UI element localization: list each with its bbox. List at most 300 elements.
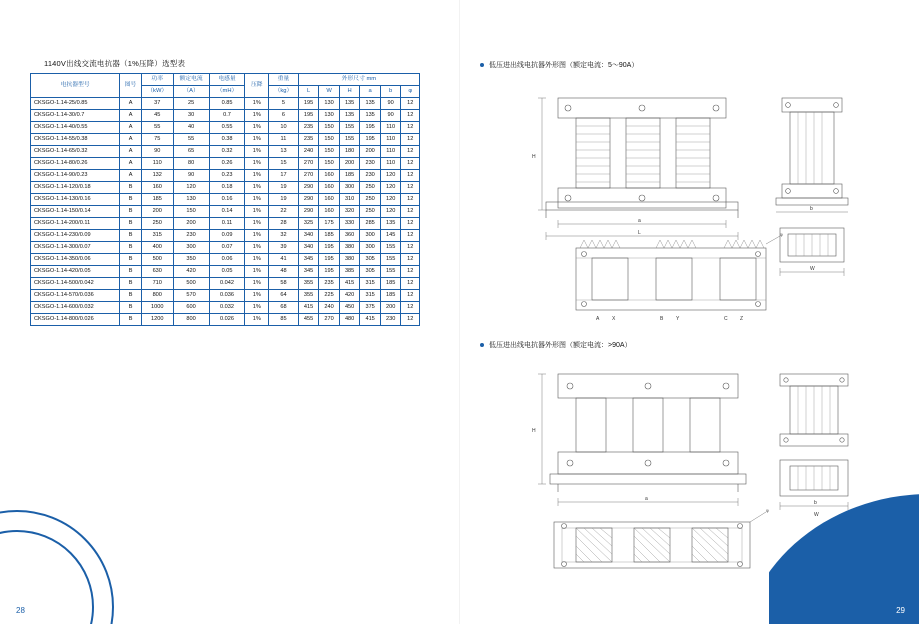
page-spine	[459, 0, 460, 624]
terminal-A: A	[596, 316, 600, 322]
cell-weight: 58	[269, 278, 299, 290]
table-row	[31, 230, 420, 242]
cell-model: CKSGO-1.14-120/0.18	[31, 182, 120, 194]
table-row	[31, 158, 420, 170]
cell-drop: 1%	[245, 218, 269, 230]
cell-current: 300	[173, 242, 209, 254]
cell-power: 37	[141, 98, 173, 110]
cell-model: CKSGO-1.14-130/0.16	[31, 194, 120, 206]
cell-H: 135	[339, 110, 360, 122]
table-row	[31, 218, 420, 230]
cell-L: 290	[298, 206, 319, 218]
cell-b: 120	[380, 206, 401, 218]
cell-L: 340	[298, 230, 319, 242]
bullet-dot-icon-2	[480, 343, 484, 347]
dim-W-1: W	[810, 266, 815, 272]
table-row	[31, 242, 420, 254]
cell-current: 800	[173, 314, 209, 326]
section-heading-1	[480, 60, 900, 70]
cell-b: 110	[380, 158, 401, 170]
th-dims: 外形尺寸 mm	[298, 74, 419, 86]
section-2-title: 低压进出线电抗器外形图（额定电流：>90A）	[489, 342, 632, 349]
cell-model: CKSGO-1.14-600/0.032	[31, 302, 120, 314]
cell-H: 200	[339, 158, 360, 170]
cell-L: 355	[298, 278, 319, 290]
cell-model: CKSGO-1.14-65/0.32	[31, 146, 120, 158]
table-row	[31, 98, 420, 110]
cell-current: 130	[173, 194, 209, 206]
cell-weight: 85	[269, 314, 299, 326]
cell-W: 195	[319, 266, 340, 278]
cell-weight: 11	[269, 134, 299, 146]
cell-L: 455	[298, 314, 319, 326]
cell-model: CKSGO-1.14-500/0.042	[31, 278, 120, 290]
cell-model: CKSGO-1.14-350/0.06	[31, 254, 120, 266]
th-dim-b: b	[380, 86, 401, 98]
cell-drawing: B	[120, 182, 142, 194]
cell-current: 420	[173, 266, 209, 278]
cell-W: 150	[319, 158, 340, 170]
cell-drop: 1%	[245, 314, 269, 326]
cell-current: 25	[173, 98, 209, 110]
spec-table-body	[31, 98, 420, 326]
cell-b: 145	[380, 230, 401, 242]
cell-inductance: 0.7	[209, 110, 245, 122]
cell-b: 120	[380, 170, 401, 182]
cell-W: 130	[319, 110, 340, 122]
terminal-C: C	[724, 316, 728, 322]
front-view-2	[532, 374, 746, 506]
cell-a: 285	[360, 218, 381, 230]
cell-phi: 12	[401, 134, 420, 146]
cell-inductance: 0.05	[209, 266, 245, 278]
cell-power: 1200	[141, 314, 173, 326]
cell-H: 320	[339, 206, 360, 218]
cell-H: 380	[339, 242, 360, 254]
cell-b: 90	[380, 98, 401, 110]
cell-power: 250	[141, 218, 173, 230]
cell-L: 270	[298, 170, 319, 182]
cell-power: 160	[141, 182, 173, 194]
th-current-unit: （A）	[173, 86, 209, 98]
cell-weight: 19	[269, 194, 299, 206]
cell-a: 300	[360, 230, 381, 242]
cell-phi: 12	[401, 182, 420, 194]
table-row	[31, 254, 420, 266]
th-inductance: 电感量	[209, 74, 245, 86]
cell-W: 240	[319, 302, 340, 314]
terminal-X: X	[612, 316, 616, 322]
cell-L: 290	[298, 194, 319, 206]
front-view-1	[532, 98, 738, 240]
cell-current: 150	[173, 206, 209, 218]
cell-drawing: A	[120, 98, 142, 110]
left-page-content	[30, 58, 430, 326]
cell-model: CKSGO-1.14-25/0.85	[31, 98, 120, 110]
cell-b: 90	[380, 110, 401, 122]
cell-weight: 10	[269, 122, 299, 134]
cell-H: 420	[339, 290, 360, 302]
cell-drawing: A	[120, 134, 142, 146]
dim-b-2: b	[814, 500, 817, 506]
cell-model: CKSGO-1.14-150/0.14	[31, 206, 120, 218]
cell-model: CKSGO-1.14-300/0.07	[31, 242, 120, 254]
cell-a: 195	[360, 122, 381, 134]
cell-drawing: B	[120, 254, 142, 266]
cell-a: 315	[360, 290, 381, 302]
cell-a: 250	[360, 182, 381, 194]
section-1-title: 低压进出线电抗器外形图（额定电流：5～90A）	[489, 62, 639, 69]
table-row	[31, 194, 420, 206]
cell-phi: 12	[401, 230, 420, 242]
cell-a: 315	[360, 278, 381, 290]
cell-power: 800	[141, 290, 173, 302]
cell-W: 195	[319, 242, 340, 254]
cell-drop: 1%	[245, 146, 269, 158]
cell-L: 355	[298, 290, 319, 302]
cell-phi: 12	[401, 290, 420, 302]
cell-W: 160	[319, 194, 340, 206]
cell-H: 310	[339, 194, 360, 206]
cell-drop: 1%	[245, 206, 269, 218]
cell-b: 135	[380, 218, 401, 230]
cell-phi: 12	[401, 110, 420, 122]
cell-drop: 1%	[245, 182, 269, 194]
cell-weight: 68	[269, 302, 299, 314]
cell-W: 185	[319, 230, 340, 242]
cell-L: 290	[298, 182, 319, 194]
cell-current: 200	[173, 218, 209, 230]
cell-inductance: 0.07	[209, 242, 245, 254]
table-row	[31, 122, 420, 134]
cell-drop: 1%	[245, 230, 269, 242]
cell-inductance: 0.026	[209, 314, 245, 326]
page-number-right: 29	[896, 606, 905, 615]
cell-inductance: 0.26	[209, 158, 245, 170]
cell-H: 300	[339, 182, 360, 194]
dim-a-2: a	[645, 496, 648, 502]
cell-power: 55	[141, 122, 173, 134]
th-weight-unit: （kg）	[269, 86, 299, 98]
table-row	[31, 290, 420, 302]
table-row	[31, 134, 420, 146]
cell-a: 415	[360, 314, 381, 326]
cell-phi: 12	[401, 170, 420, 182]
cell-a: 375	[360, 302, 381, 314]
table-row	[31, 146, 420, 158]
cell-inductance: 0.11	[209, 218, 245, 230]
cell-drop: 1%	[245, 302, 269, 314]
table-row	[31, 170, 420, 182]
cell-inductance: 0.042	[209, 278, 245, 290]
cell-model: CKSGO-1.14-420/0.05	[31, 266, 120, 278]
th-dim-L: L	[298, 86, 319, 98]
cell-a: 250	[360, 206, 381, 218]
cell-W: 195	[319, 254, 340, 266]
cell-current: 600	[173, 302, 209, 314]
cell-weight: 5	[269, 98, 299, 110]
outline-drawing-small-current	[480, 76, 900, 326]
cell-current: 230	[173, 230, 209, 242]
cell-W: 130	[319, 98, 340, 110]
cell-power: 400	[141, 242, 173, 254]
cell-H: 380	[339, 254, 360, 266]
cell-b: 110	[380, 122, 401, 134]
table-row	[31, 206, 420, 218]
cell-weight: 17	[269, 170, 299, 182]
cell-H: 155	[339, 122, 360, 134]
cell-L: 235	[298, 134, 319, 146]
cell-L: 235	[298, 122, 319, 134]
dim-H-2: H	[532, 428, 536, 434]
cell-b: 185	[380, 278, 401, 290]
cell-drop: 1%	[245, 170, 269, 182]
cell-b: 185	[380, 290, 401, 302]
cell-W: 225	[319, 290, 340, 302]
table-row	[31, 278, 420, 290]
cell-drawing: B	[120, 218, 142, 230]
cell-current: 500	[173, 278, 209, 290]
cell-H: 155	[339, 134, 360, 146]
table-row	[31, 302, 420, 314]
cell-power: 630	[141, 266, 173, 278]
cell-phi: 12	[401, 266, 420, 278]
cell-drop: 1%	[245, 98, 269, 110]
cell-L: 340	[298, 242, 319, 254]
cell-power: 75	[141, 134, 173, 146]
page-number-left: 28	[16, 606, 25, 615]
cell-drawing: A	[120, 170, 142, 182]
cell-phi: 12	[401, 194, 420, 206]
cell-drawing: B	[120, 206, 142, 218]
cell-phi: 12	[401, 302, 420, 314]
cell-W: 235	[319, 278, 340, 290]
th-dim-phi: φ	[401, 86, 420, 98]
detail-callout-2: φ	[766, 508, 769, 513]
cell-current: 40	[173, 122, 209, 134]
cell-drop: 1%	[245, 158, 269, 170]
cell-weight: 32	[269, 230, 299, 242]
cell-inductance: 0.32	[209, 146, 245, 158]
cell-current: 570	[173, 290, 209, 302]
cell-W: 150	[319, 146, 340, 158]
side-view-1	[776, 98, 848, 276]
table-title: 1140V出线交流电抗器（1%压降）选型表	[44, 59, 186, 68]
cell-phi: 12	[401, 206, 420, 218]
cell-model: CKSGO-1.14-55/0.38	[31, 134, 120, 146]
cell-a: 230	[360, 170, 381, 182]
cell-model: CKSGO-1.14-800/0.026	[31, 314, 120, 326]
cell-inductance: 0.38	[209, 134, 245, 146]
th-power: 功率	[141, 74, 173, 86]
cell-current: 80	[173, 158, 209, 170]
cell-phi: 12	[401, 278, 420, 290]
cell-drawing: A	[120, 146, 142, 158]
cell-model: CKSGO-1.14-30/0.7	[31, 110, 120, 122]
cell-model: CKSGO-1.14-230/0.09	[31, 230, 120, 242]
cell-weight: 64	[269, 290, 299, 302]
cell-a: 135	[360, 98, 381, 110]
cell-H: 180	[339, 146, 360, 158]
cell-power: 200	[141, 206, 173, 218]
cell-b: 120	[380, 194, 401, 206]
cell-drop: 1%	[245, 266, 269, 278]
cell-H: 480	[339, 314, 360, 326]
cell-model: CKSGO-1.14-570/0.036	[31, 290, 120, 302]
cell-W: 150	[319, 122, 340, 134]
cell-phi: 12	[401, 314, 420, 326]
th-dim-a: a	[360, 86, 381, 98]
cell-power: 315	[141, 230, 173, 242]
cell-drop: 1%	[245, 134, 269, 146]
cell-H: 185	[339, 170, 360, 182]
terminal-Y: Y	[676, 316, 680, 322]
cell-phi: 12	[401, 218, 420, 230]
cell-inductance: 0.036	[209, 290, 245, 302]
plan-view-2	[554, 508, 769, 568]
cell-W: 160	[319, 206, 340, 218]
cell-weight: 41	[269, 254, 299, 266]
cell-power: 185	[141, 194, 173, 206]
cell-phi: 12	[401, 122, 420, 134]
cell-current: 350	[173, 254, 209, 266]
cell-a: 195	[360, 134, 381, 146]
cell-inductance: 0.16	[209, 194, 245, 206]
cell-weight: 39	[269, 242, 299, 254]
th-power-unit: （kW）	[141, 86, 173, 98]
table-row	[31, 110, 420, 122]
cell-L: 195	[298, 110, 319, 122]
dim-W-2: W	[814, 512, 819, 518]
cell-model: CKSGO-1.14-80/0.26	[31, 158, 120, 170]
cell-L: 325	[298, 218, 319, 230]
cell-inductance: 0.14	[209, 206, 245, 218]
cell-H: 385	[339, 266, 360, 278]
dim-a-1: a	[638, 218, 641, 224]
cell-inductance: 0.18	[209, 182, 245, 194]
cell-H: 415	[339, 278, 360, 290]
cell-drawing: B	[120, 194, 142, 206]
cell-power: 45	[141, 110, 173, 122]
th-current: 额定电流	[173, 74, 209, 86]
cell-current: 90	[173, 170, 209, 182]
cell-drawing: A	[120, 158, 142, 170]
cell-L: 345	[298, 254, 319, 266]
bullet-dot-icon	[480, 63, 484, 67]
th-weight: 重量	[269, 74, 299, 86]
figure-group-1	[480, 76, 900, 326]
corner-decoration-right	[769, 494, 919, 624]
cell-a: 200	[360, 146, 381, 158]
cell-phi: 12	[401, 242, 420, 254]
cell-drop: 1%	[245, 254, 269, 266]
cell-drop: 1%	[245, 278, 269, 290]
cell-inductance: 0.09	[209, 230, 245, 242]
cell-drawing: B	[120, 314, 142, 326]
cell-W: 150	[319, 134, 340, 146]
th-dim-H: H	[339, 86, 360, 98]
cell-b: 200	[380, 302, 401, 314]
cell-model: CKSGO-1.14-90/0.23	[31, 170, 120, 182]
bottom-view-1	[576, 232, 783, 322]
cell-b: 155	[380, 242, 401, 254]
cell-power: 710	[141, 278, 173, 290]
cell-model: CKSGO-1.14-40/0.55	[31, 122, 120, 134]
cell-L: 240	[298, 146, 319, 158]
cell-W: 270	[319, 314, 340, 326]
cell-b: 230	[380, 314, 401, 326]
cell-W: 175	[319, 218, 340, 230]
cell-drawing: B	[120, 230, 142, 242]
cell-W: 160	[319, 182, 340, 194]
cell-power: 1000	[141, 302, 173, 314]
cell-current: 120	[173, 182, 209, 194]
cell-drawing: A	[120, 122, 142, 134]
cell-inductance: 0.85	[209, 98, 245, 110]
cell-drop: 1%	[245, 194, 269, 206]
dim-H-1: H	[532, 154, 536, 160]
cell-b: 155	[380, 254, 401, 266]
cell-inductance: 0.032	[209, 302, 245, 314]
cell-phi: 12	[401, 98, 420, 110]
cell-drop: 1%	[245, 242, 269, 254]
cell-drawing: B	[120, 242, 142, 254]
cell-drawing: B	[120, 302, 142, 314]
table-row	[31, 314, 420, 326]
cell-drawing: B	[120, 278, 142, 290]
cell-H: 450	[339, 302, 360, 314]
cell-b: 155	[380, 266, 401, 278]
cell-power: 132	[141, 170, 173, 182]
cell-inductance: 0.23	[209, 170, 245, 182]
cell-a: 250	[360, 194, 381, 206]
cell-phi: 12	[401, 146, 420, 158]
cell-current: 65	[173, 146, 209, 158]
cell-current: 55	[173, 134, 209, 146]
cell-power: 500	[141, 254, 173, 266]
cell-a: 300	[360, 242, 381, 254]
cell-weight: 22	[269, 206, 299, 218]
cell-L: 195	[298, 98, 319, 110]
cell-current: 30	[173, 110, 209, 122]
dim-b-1: b	[810, 206, 813, 212]
cell-phi: 12	[401, 158, 420, 170]
cell-L: 270	[298, 158, 319, 170]
spec-table	[30, 73, 420, 326]
cell-drawing: B	[120, 266, 142, 278]
cell-H: 360	[339, 230, 360, 242]
cell-W: 160	[319, 170, 340, 182]
cell-H: 330	[339, 218, 360, 230]
cell-drawing: A	[120, 110, 142, 122]
cell-b: 110	[380, 134, 401, 146]
dim-L-1: L	[638, 230, 641, 236]
cell-drop: 1%	[245, 290, 269, 302]
section-heading-2	[480, 340, 900, 350]
detail-callout-1: φ	[780, 232, 783, 237]
terminal-Z: Z	[740, 316, 744, 322]
cell-a: 305	[360, 266, 381, 278]
cell-weight: 13	[269, 146, 299, 158]
table-row	[31, 182, 420, 194]
cell-weight: 6	[269, 110, 299, 122]
cell-weight: 15	[269, 158, 299, 170]
cell-weight: 19	[269, 182, 299, 194]
cell-a: 135	[360, 110, 381, 122]
cell-drop: 1%	[245, 110, 269, 122]
cell-inductance: 0.55	[209, 122, 245, 134]
cell-drawing: B	[120, 290, 142, 302]
